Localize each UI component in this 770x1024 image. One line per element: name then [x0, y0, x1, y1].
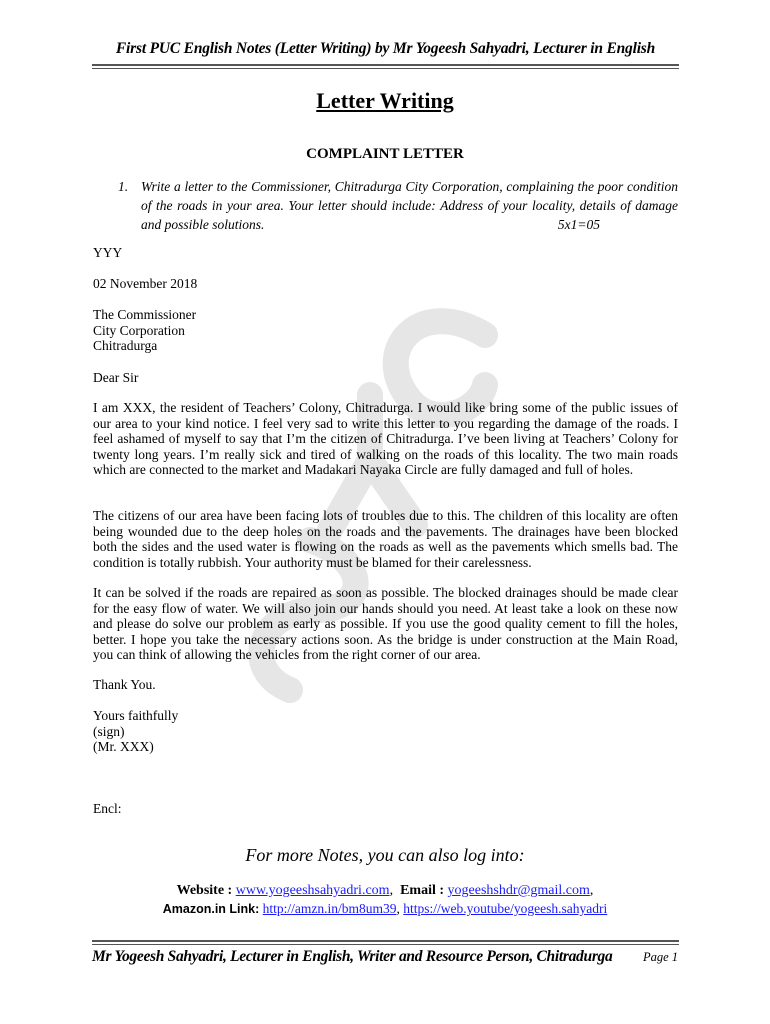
- contact-line: Website : www.yogeeshsahyadri.com, Email : yogeeshshdr@gmail.com,: [176, 883, 594, 898]
- header-rule: [92, 64, 679, 66]
- salutation: Dear Sir: [93, 370, 139, 385]
- page-title: Letter Writing: [316, 88, 454, 113]
- amazon-label: Amazon.in Link:: [162, 902, 260, 916]
- page-number: Page 1: [642, 950, 678, 964]
- email-label: Email :: [400, 883, 445, 898]
- email-link[interactable]: yogeeshshdr@gmail.com: [447, 883, 590, 898]
- closing-line: (sign): [93, 723, 125, 739]
- question-marks: 5x1=05: [557, 217, 600, 232]
- body-paragraph-1: I am XXX, the resident of Teachers’ Colony, Chitradurga. I would like bring some of the public issues of our area to your kind notice. I feel very sad to write this letter to you regarding the damage of the roads. I feel ashamed of myself to say that I’m the citizen of Chitradurga. I’ve been living at Teachers’ Colony for twenty long years. I’m really sick and tired of walking on the roads of this locality. The two main roads which are connected to the market and Madakari Nayaka Circle are fully damaged and full of holes.: [93, 400, 678, 477]
- question-text: Write a letter to the Commissioner, Chitradurga City Corporation, complaining the poor condition of the roads in your area. Your letter should include: Address of your locality, details of damage and possible solutions.: [141, 179, 678, 232]
- closing-line: Yours faithfully: [93, 708, 179, 723]
- recipient-line: Chitradurga: [93, 338, 158, 353]
- sender-address: YYY: [93, 245, 123, 260]
- closing-line: (Mr. XXX): [93, 739, 154, 754]
- section-subtitle: COMPLAINT LETTER: [306, 146, 464, 162]
- website-link[interactable]: www.yogeeshsahyadri.com: [235, 883, 390, 898]
- amazon-link[interactable]: http://amzn.in/bm8um39: [262, 901, 397, 916]
- thank-you: Thank You.: [93, 677, 156, 692]
- closing-block: [93, 708, 678, 755]
- more-notes-heading: For more Notes, you can also log into:: [245, 845, 525, 865]
- question-number: 1.: [118, 179, 129, 194]
- youtube-link[interactable]: https://web.youtube/yogeesh.sahyadri: [403, 901, 608, 916]
- footer-rule-thin: [92, 944, 679, 945]
- body-paragraph-2: The citizens of our area have been facing lots of troubles due to this. The children of this locality are often being wounded due to the deep holes on the roads and the pavements. The drainages have been blocked both the sides and the used water is flowing on the roads as well as the pavements which smells bad. The condition is totally rubbish. Your authority must be blamed for their carelessness.: [93, 508, 678, 570]
- recipient-line: City Corporation: [93, 322, 185, 338]
- page-footer: Mr Yogeesh Sahyadri, Lecturer in English, Writer and Resource Person, Chitradurga: [92, 948, 613, 965]
- website-label: Website :: [176, 883, 233, 898]
- question-block: [118, 177, 678, 234]
- header-rule-thin: [92, 68, 679, 69]
- letter-date: 02 November 2018: [93, 276, 198, 291]
- footer-rule: [92, 940, 679, 942]
- links-line: Amazon.in Link: http://amzn.in/bm8um39, https://web.youtube/yogeesh.sahyadri: [162, 901, 608, 916]
- recipient-address: [93, 307, 678, 354]
- body-paragraph-3: It can be solved if the roads are repaired as soon as possible. The blocked drainages should be made clear for the easy flow of water. We will also join our hands should you need. At least take a look on these now and please do solve our problem as early as possible. If you use the good quality cement to fill the holes, better. I hope you take the necessary actions soon. As the bridge is under construction at the Main Road, you can think of allowing the vehicles from the right corner of our area.: [93, 585, 678, 662]
- enclosure-label: Encl:: [93, 801, 122, 816]
- page-header: First PUC English Notes (Letter Writing) by Mr Yogeesh Sahyadri, Lecturer in English: [115, 40, 656, 57]
- recipient-line: The Commissioner: [93, 307, 197, 322]
